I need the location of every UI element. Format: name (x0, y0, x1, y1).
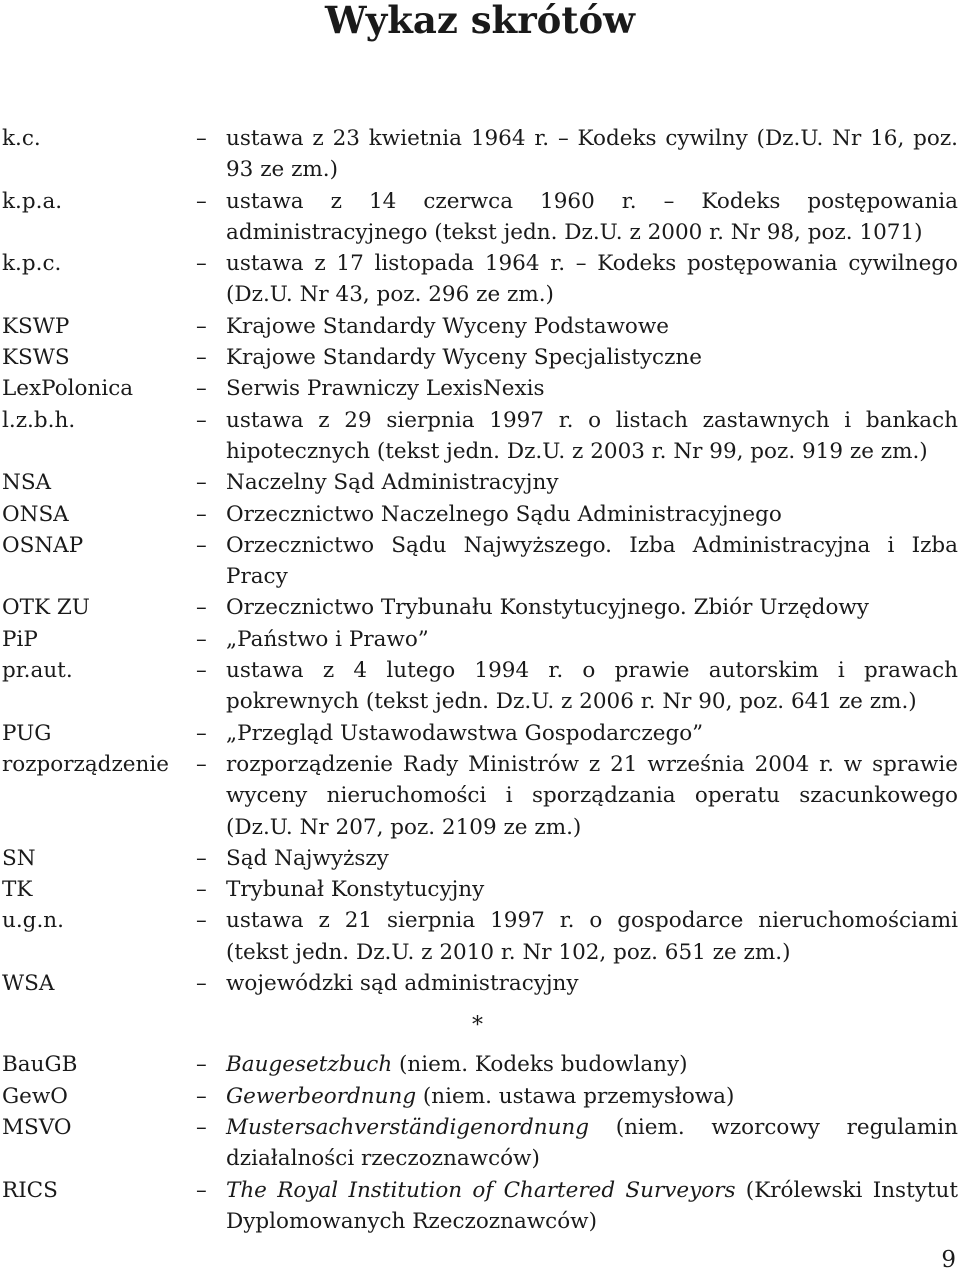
definition: ustawa z 17 listopada 1964 r. – Kodeks postępowania cywilnego (Dz.U. Nr 43, poz. 296 ze zm.) (226, 251, 958, 308)
abbreviation: k.p.c. (2, 251, 62, 277)
dash-separator: – (196, 345, 207, 371)
list-item (0, 749, 960, 843)
definition: Naczelny Sąd Administracyjny (226, 470, 559, 496)
dash-separator: – (196, 1114, 207, 1140)
definition: „Państwo i Prawo” (226, 626, 429, 652)
definition: Orzecznictwo Sądu Najwyższego. Izba Administracyjna i Izba Pracy (226, 532, 958, 590)
definition: Sąd Najwyższy (226, 845, 389, 871)
list-item (0, 311, 960, 342)
dash-separator: – (196, 126, 207, 151)
abbreviation: OSNAP (2, 532, 84, 558)
definition: ustawa z 14 czerwca 1960 r. – Kodeks postępowania administracyjnego (tekst jedn. Dz.U. z 2000 r. Nr 98, poz. 1071) (226, 188, 958, 245)
abbreviation: WSA (2, 971, 55, 997)
list-item (0, 624, 960, 655)
list-item (0, 405, 960, 468)
definition: ustawa z 23 kwietnia 1964 r. – Kodeks cywilny (Dz.U. Nr 16, poz. 93 ze zm.) (226, 126, 958, 183)
dash-separator: – (196, 845, 207, 871)
definition: „Przegląd Ustawodawstwa Gospodarczego” (226, 720, 704, 746)
list-item (0, 905, 960, 968)
list-item (0, 1081, 960, 1112)
dash-separator: – (196, 501, 207, 527)
dash-separator: – (196, 720, 207, 746)
definition: Orzecznictwo Naczelnego Sądu Administracyjnego (226, 501, 782, 527)
definition: Orzecznictwo Trybunału Konstytucyjnego. Zbiór Urzędowy (226, 595, 869, 621)
abbreviation: NSA (2, 470, 52, 496)
definition (226, 1112, 958, 1175)
section-separator: * (472, 1013, 483, 1039)
definition (226, 1175, 958, 1238)
dash-separator: – (196, 532, 207, 558)
dash-separator: – (196, 877, 207, 903)
list-item (0, 530, 960, 593)
page-number: 9 (941, 1247, 956, 1273)
definition: wojewódzki sąd administracyjny (226, 971, 579, 997)
abbreviation: PUG (2, 720, 52, 746)
dash-separator: – (196, 971, 207, 997)
page-title: Wykaz skrótów (324, 0, 635, 42)
definition-rest: (niem. wzorcowy regulamin działalności rzeczoznawców) (226, 1114, 958, 1172)
definition-rest: (niem. ustawa przemysłowa) (416, 1083, 735, 1109)
definition: ustawa z 4 lutego 1994 r. o prawie autorskim i prawach pokrewnych (tekst jedn. Dz.U. z 2006 r. Nr 90, poz. 641 ze zm.) (226, 658, 958, 715)
dash-separator: – (196, 470, 207, 496)
list-item (0, 1175, 960, 1238)
abbreviation: k.p.a. (2, 188, 63, 214)
definition-italic: Baugesetzbuch (226, 1052, 393, 1078)
definition-italic: Mustersachverständigenordnung (226, 1114, 590, 1140)
dash-separator: – (196, 626, 207, 652)
abbreviation: PiP (2, 626, 38, 652)
list-item (0, 1049, 960, 1080)
list-item (0, 373, 960, 404)
abbreviation: rozporządzenie (2, 751, 169, 777)
definition: ustawa z 29 sierpnia 1997 r. o listach zastawnych i bankach hipotecznych (tekst jedn. Dz.U. z 2003 r. Nr 99, poz. 919 ze zm.) (226, 407, 958, 464)
abbreviation: SN (2, 845, 36, 871)
abbreviation: KSWP (2, 313, 70, 339)
list-item (0, 655, 960, 718)
list-item (0, 342, 960, 373)
definition: ustawa z 21 sierpnia 1997 r. o gospodarce nieruchomościami (tekst jedn. Dz.U. z 2010 r. Nr 102, poz. 651 ze zm.) (226, 908, 958, 965)
dash-separator: – (196, 908, 207, 934)
abbreviation: RICS (2, 1177, 58, 1203)
abbreviation: ONSA (2, 501, 69, 527)
list-item (0, 248, 960, 311)
list-item (0, 123, 960, 186)
dash-separator: – (196, 251, 207, 277)
definition-italic: Gewerbeordnung (226, 1083, 417, 1109)
abbreviation: u.g.n. (2, 908, 64, 934)
definition (226, 1049, 958, 1080)
definition-italic: The Royal Institution of Chartered Surveyors (226, 1177, 736, 1203)
list-item (0, 186, 960, 249)
list-item (0, 499, 960, 530)
abbreviation: TK (2, 877, 33, 903)
dash-separator: – (196, 313, 207, 339)
abbreviation: KSWS (2, 345, 70, 371)
list-item (0, 874, 960, 905)
list-item (0, 1112, 960, 1175)
dash-separator: – (196, 1083, 207, 1109)
definition (226, 1081, 958, 1112)
abbreviation: MSVO (2, 1114, 72, 1140)
list-item (0, 592, 960, 623)
dash-separator: – (196, 188, 207, 214)
list-item (0, 843, 960, 874)
abbreviation: LexPolonica (2, 376, 134, 402)
dash-separator: – (196, 1052, 207, 1078)
dash-separator: – (196, 1177, 207, 1203)
abbreviation: k.c. (2, 126, 41, 151)
abbreviation-list (0, 123, 960, 1237)
list-item (0, 968, 960, 999)
abbreviation: GewO (2, 1083, 68, 1109)
definition: Krajowe Standardy Wyceny Podstawowe (226, 313, 669, 339)
abbreviation: OTK ZU (2, 595, 90, 621)
definition: Serwis Prawniczy LexisNexis (226, 376, 545, 402)
dash-separator: – (196, 658, 207, 684)
dash-separator: – (196, 751, 207, 777)
definition: rozporządzenie Rady Ministrów z 21 września 2004 r. w sprawie wyceny nieruchomości i sporządzania operatu szacunkowego (Dz.U. Nr 207, poz. 2109 ze zm.) (226, 751, 958, 840)
abbreviation: l.z.b.h. (2, 407, 76, 433)
definition-rest: (niem. Kodeks budowlany) (392, 1052, 688, 1078)
list-item (0, 718, 960, 749)
dash-separator: – (196, 407, 207, 433)
abbreviation: BauGB (2, 1052, 78, 1078)
dash-separator: – (196, 376, 207, 402)
definition-rest: (Królewski Instytut Dyplomowanych Rzeczoznawców) (226, 1177, 958, 1234)
definition: Krajowe Standardy Wyceny Specjalistyczne (226, 345, 702, 371)
list-item (0, 467, 960, 498)
abbreviation: pr.aut. (2, 658, 73, 684)
dash-separator: – (196, 595, 207, 621)
definition: Trybunał Konstytucyjny (226, 877, 485, 903)
